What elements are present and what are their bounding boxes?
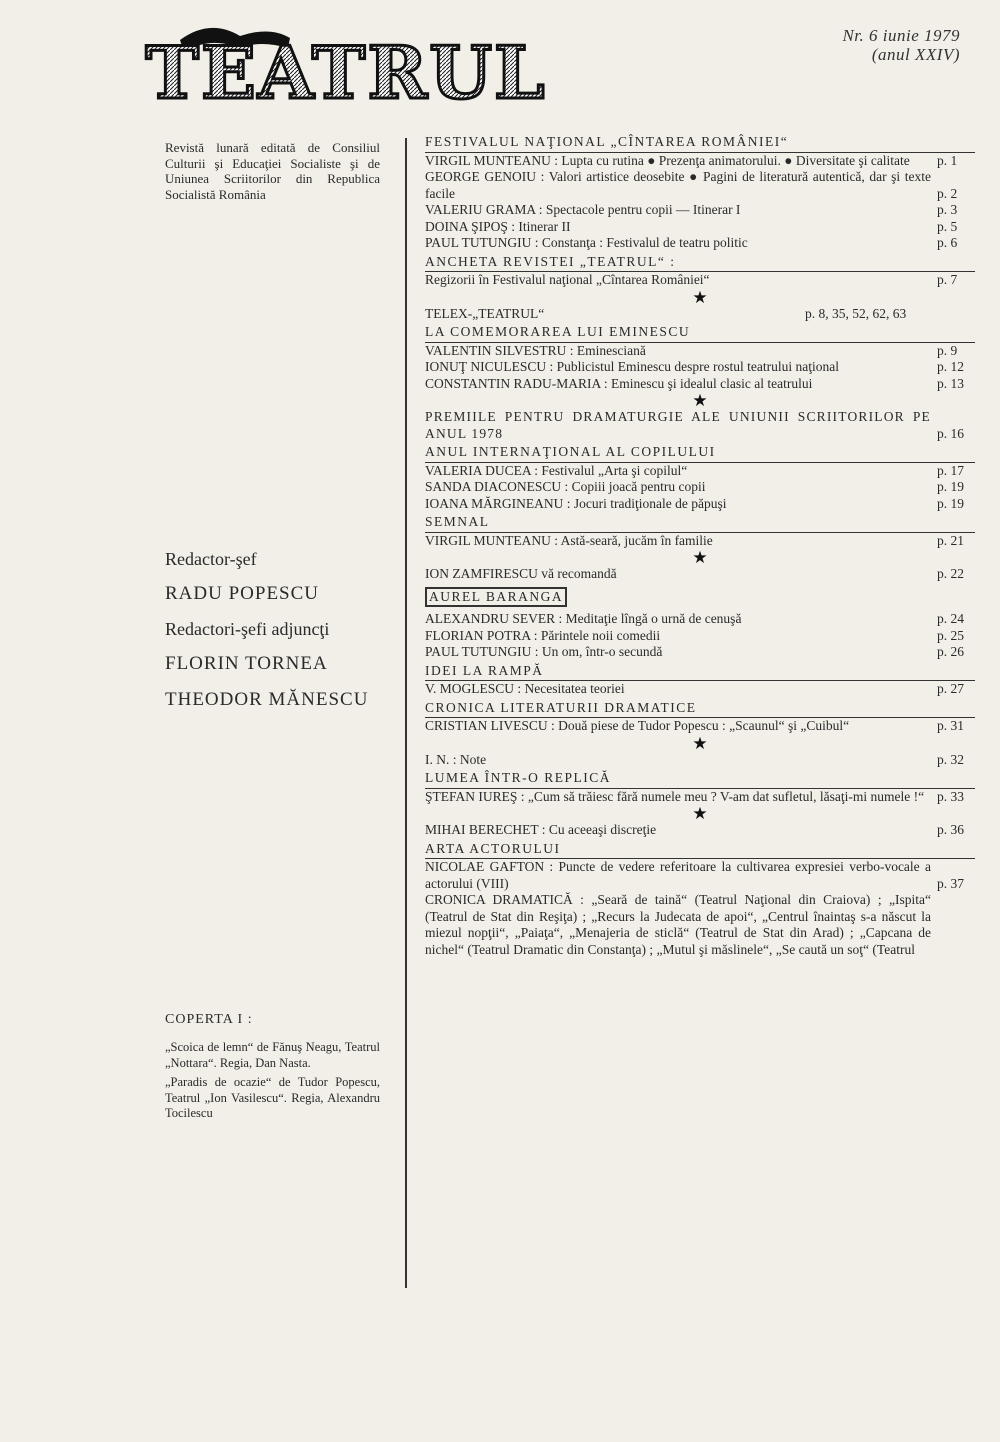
toc-entry: VIRGIL MUNTEANU : Astă-seară, jucăm în familie p. 21: [425, 532, 964, 548]
toc-entry: CONSTANTIN RADU-MARIA : Eminescu şi idealul clasic al teatrului p. 13: [425, 375, 964, 391]
toc-entry: V. MOGLESCU : Necesitatea teoriei p. 27: [425, 681, 964, 696]
section-heading: SEMNAL: [425, 514, 975, 533]
toc-entry: Regizorii în Festivalul naţional „Cîntarea României“ p. 7: [425, 272, 958, 287]
section-heading: ANUL INTERNAŢIONAL AL COPILULUI: [425, 444, 975, 463]
toc-entry: ION ZAMFIRESCU vă recomandă p. 22: [425, 566, 964, 581]
star-separator: ★: [692, 733, 708, 753]
editor-name: RADU POPESCU: [165, 583, 320, 604]
logo-wordmark: TEATRUL: [145, 30, 547, 115]
section-heading: LA COMEMORAREA LUI EMINESCU: [425, 324, 975, 343]
star-separator: ★: [692, 548, 708, 567]
cover-heading: COPERTA I :: [165, 1012, 253, 1027]
toc-entry: ŞTEFAN IUREŞ : „Cum să trăiesc fără numele meu ? V-am dat sufletul, lăsaţi-mi numele !“ p. 33: [425, 788, 964, 804]
section-heading: ANCHETA REVISTEI „TEATRUL“ :: [425, 254, 975, 273]
toc-entry: CRISTIAN LIVESCU : Două piese de Tudor Popescu : „Scaunul“ şi „Cuibul“ p. 31: [425, 718, 964, 733]
toc-entry: DOINA ŞIPOŞ : Itinerar II p. 5: [425, 218, 958, 234]
cover-credits: [165, 1012, 380, 1126]
section-heading: LUMEA ÎNTR-O REPLICĂ: [425, 770, 975, 789]
toc-entry: NICOLAE GAFTON : Puncte de vedere referitoare la cultivarea expresiei verbo-vocale a actorului (VIII) p. 37: [425, 859, 964, 891]
deputy-role: Redactori-şefi adjuncţi: [165, 619, 330, 639]
section-heading: ARTA ACTORULUI: [425, 841, 975, 860]
cover-credit-2: „Paradis de ocazie“ de Tudor Popescu, Teatrul „Ion Vasilescu“. Regia, Alexandru Tocilescu: [165, 1075, 380, 1120]
toc-entry: VALERIU GRAMA : Spectacole pentru copii — Itinerar I p. 3: [425, 202, 958, 217]
toc-entry: VALENTIN SILVESTRU : Eminesciană p. 9: [425, 342, 958, 358]
toc-entry: CRONICA DRAMATICĂ : „Seară de taină“ (Teatrul Naţional din Craiova) ; „Ispita“ (Teatrul de Stat din Reşiţa) ; „Recurs la Judecata de apoi“, „Centrul înaintaş s-a născut la miezul nopţii“, „Paiaţa“, „Menajeria de sticlă“ (Teatrul de Stat din Arad) ; „Capcana de nichel“ (Teatrul Dramatic din Constanţa) ; „Mutul şi măslinele“, „Se caută un soţ“ (Teatrul: [425, 892, 931, 957]
section-heading: FESTIVALUL NAŢIONAL „CÎNTAREA ROMÂNIEI“: [425, 134, 975, 153]
section-heading-boxed: AUREL BARANGA: [425, 587, 567, 608]
toc-entry: IONUŢ NICULESCU : Publicistul Eminescu despre rostul teatrului naţional p. 12: [425, 359, 964, 374]
issue-info: [790, 26, 960, 64]
toc-entry: GEORGE GENOIU : Valori artistice deosebite ● Pagini de literatură autentică, dar şi texte facile p. 2: [425, 169, 958, 201]
issue-number: Nr. 6 iunie 1979: [842, 26, 960, 45]
teatrul-logo: [145, 18, 547, 115]
toc-entry: TELEX-„TEATRUL“ p. 8, 35, 52, 62, 63: [425, 305, 907, 321]
deputy-name-2: THEODOR MĂNESCU: [165, 689, 369, 710]
cover-credit-1: „Scoica de lemn“ de Fănuş Neagu, Teatrul „Nottara“. Regia, Dan Nasta.: [165, 1040, 380, 1070]
magazine-description: Revistă lunară editată de Consiliul Culturii şi Educaţiei Socialiste şi de Uniunea Scriitorilor din Republica Socialistă România: [165, 140, 380, 202]
toc-entry: SANDA DIACONESCU : Copiii joacă pentru copii p. 19: [425, 479, 964, 494]
star-separator: ★: [692, 391, 708, 410]
toc-entry: VIRGIL MUNTEANU : Lupta cu rutina ● Prezenţa animatorului. ● Diversitate şi calitate p. 1: [425, 152, 958, 168]
column-divider: [405, 138, 407, 1288]
editor-role: Redactor-şef: [165, 549, 257, 569]
toc-entry: PREMIILE PENTRU DRAMATURGIE ALE UNIUNII SCRIITORILOR PE ANUL 1978 p. 16: [425, 409, 964, 441]
toc-entry: MIHAI BERECHET : Cu aceeaşi discreţie p. 36: [425, 822, 964, 837]
star-separator: ★: [692, 804, 708, 823]
section-heading: CRONICA LITERATURII DRAMATICE: [425, 700, 975, 719]
issue-year: (anul XXIV): [871, 45, 960, 64]
toc-entry: PAUL TUTUNGIU : Un om, într-o secundă p. 26: [425, 644, 964, 659]
section-heading: IDEI LA RAMPĂ: [425, 663, 975, 682]
table-of-contents: [425, 132, 975, 958]
star-separator: ★: [692, 287, 708, 307]
deputy-name-1: FLORIN TORNEA: [165, 653, 328, 674]
toc-entry: VALERIA DUCEA : Festivalul „Arta şi copilul“ p. 17: [425, 462, 964, 478]
toc-entry: PAUL TUTUNGIU : Constanţa : Festivalul de teatru politic p. 6: [425, 235, 958, 250]
toc-entry: FLORIAN POTRA : Părintele noii comedii p. 25: [425, 627, 964, 643]
toc-entry: IOANA MĂRGINEANU : Jocuri tradiţionale de păpuşi p. 19: [425, 495, 964, 511]
toc-entry: I. N. : Note p. 32: [425, 751, 964, 767]
toc-entry: ALEXANDRU SEVER : Meditaţie lîngă o urnă de cenuşă p. 24: [425, 611, 964, 626]
editorial-staff: [165, 548, 380, 724]
